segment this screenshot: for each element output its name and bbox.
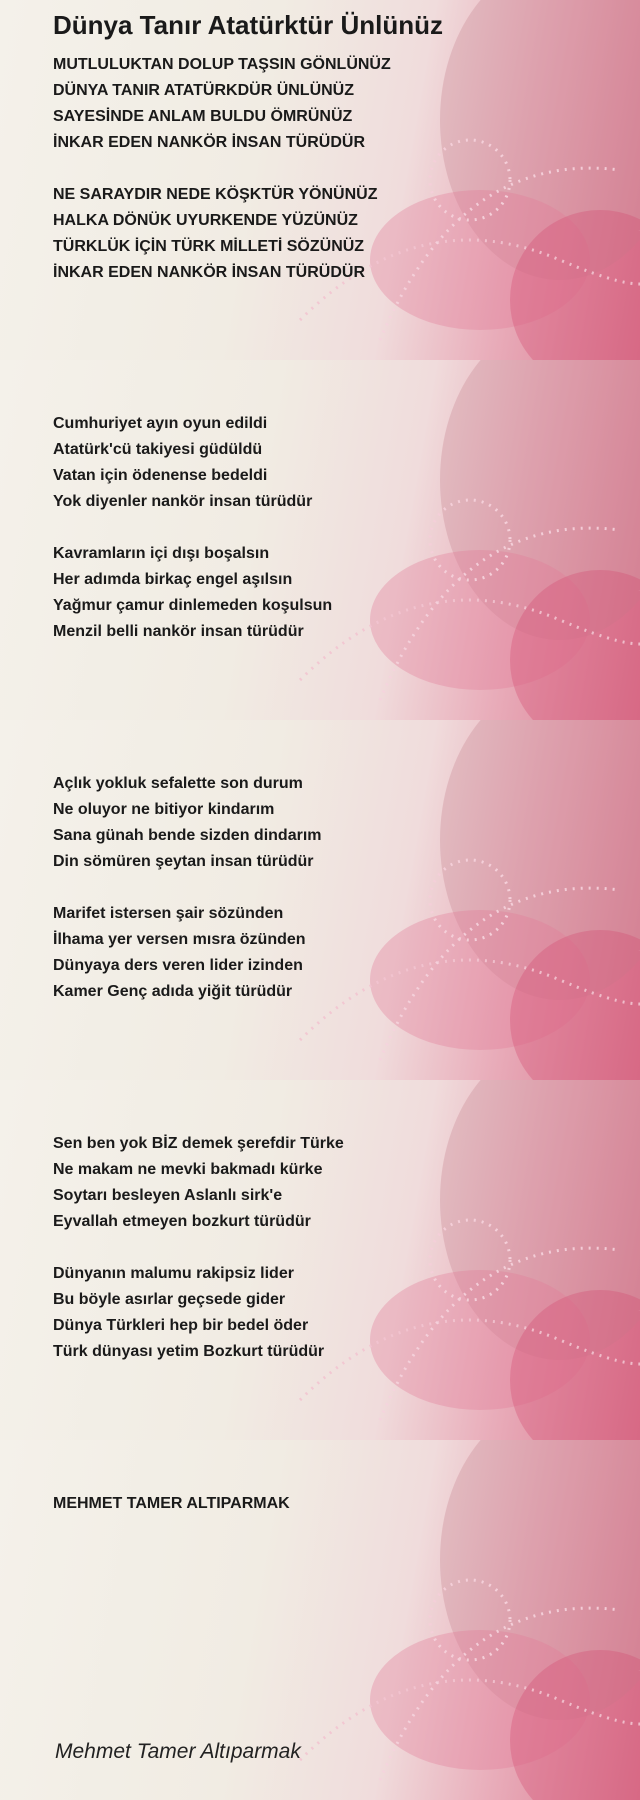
poem-line: SAYESİNDE ANLAM BULDU ÖMRÜNÜZ — [53, 108, 353, 125]
poem-line: Sana günah bende sizden dindarım — [53, 827, 322, 844]
poem-line: Yok diyenler nankör insan türüdür — [53, 493, 313, 510]
poem-line: Kamer Genç adıda yiğit türüdür — [53, 983, 293, 1000]
poem-line: DÜNYA TANIR ATATÜRKDÜR ÜNLÜNÜZ — [53, 82, 355, 99]
stanza — [53, 52, 391, 156]
stanza — [53, 1491, 290, 1517]
poem-line: İlhama yer versen mısra özünden — [53, 931, 306, 948]
poem-line: İNKAR EDEN NANKÖR İNSAN TÜRÜDÜR — [53, 134, 365, 151]
poem-line: Eyvallah etmeyen bozkurt türüdür — [53, 1213, 311, 1230]
poem-section-2 — [53, 411, 332, 671]
stanza — [53, 1131, 344, 1235]
poem-line: Bu böyle asırlar geçsede gider — [53, 1291, 286, 1308]
poem-line: Cumhuriyet ayın oyun edildi — [53, 415, 268, 432]
poem-line: TÜRKLÜK İÇİN TÜRK MİLLETİ SÖZÜNÜZ — [53, 238, 365, 255]
poem-line: NE SARAYDIR NEDE KÖŞKTÜR YÖNÜNÜZ — [53, 186, 378, 203]
stanza — [53, 771, 321, 875]
poem-line: Dünya Türkleri hep bir bedel öder — [53, 1317, 309, 1334]
poem-section-3 — [53, 771, 321, 1031]
poem-line: Marifet istersen şair sözünden — [53, 905, 284, 922]
poem-line: İNKAR EDEN NANKÖR İNSAN TÜRÜDÜR — [53, 264, 365, 281]
poem-line: Her adımda birkaç engel aşılsın — [53, 571, 293, 588]
poem-line: Ne oluyor ne bitiyor kindarım — [53, 801, 275, 818]
poem-line: Yağmur çamur dinlemeden koşulsun — [53, 597, 333, 614]
stanza — [53, 541, 332, 645]
poem-line: Menzil belli nankör insan türüdür — [53, 623, 304, 640]
poem-line: Din sömüren şeytan insan türüdür — [53, 853, 314, 870]
poem-title: Dünya Tanır Atatürktür Ünlünüz — [53, 10, 443, 40]
stanza — [53, 411, 332, 515]
poem-line: Dünyanın malumu rakipsiz lider — [53, 1265, 294, 1282]
poem-line: Açlık yokluk sefalette son durum — [53, 775, 303, 792]
poem-line: Dünyaya ders veren lider izinden — [53, 957, 303, 974]
poem-section-4 — [53, 1131, 344, 1391]
author-name-text: MEHMET TAMER ALTIPARMAK — [53, 1495, 290, 1512]
poem-line: Soytarı besleyen Aslanlı sirk'e — [53, 1187, 283, 1204]
poem-line: MUTLULUKTAN DOLUP TAŞSIN GÖNLÜNÜZ — [53, 56, 391, 73]
poem-line: Atatürk'cü takiyesi güdüldü — [53, 441, 263, 458]
stanza — [53, 182, 391, 286]
poem-line: Türk dünyası yetim Bozkurt türüdür — [53, 1343, 325, 1360]
poem-line: HALKA DÖNÜK UYURKENDE YÜZÜNÜZ — [53, 212, 358, 229]
poem-section-5 — [53, 1491, 290, 1543]
poem-section-1 — [53, 52, 391, 312]
poem-line: Vatan için ödenense bedeldi — [53, 467, 268, 484]
author-signature: Mehmet Tamer Altıparmak — [55, 1740, 301, 1763]
stanza — [53, 1261, 344, 1365]
stanza — [53, 901, 321, 1005]
poem-line: Kavramların içi dışı boşalsın — [53, 545, 270, 562]
poem-line: Ne makam ne mevki bakmadı kürke — [53, 1161, 323, 1178]
poem-line: Sen ben yok BİZ demek şerefdir Türke — [53, 1135, 344, 1152]
